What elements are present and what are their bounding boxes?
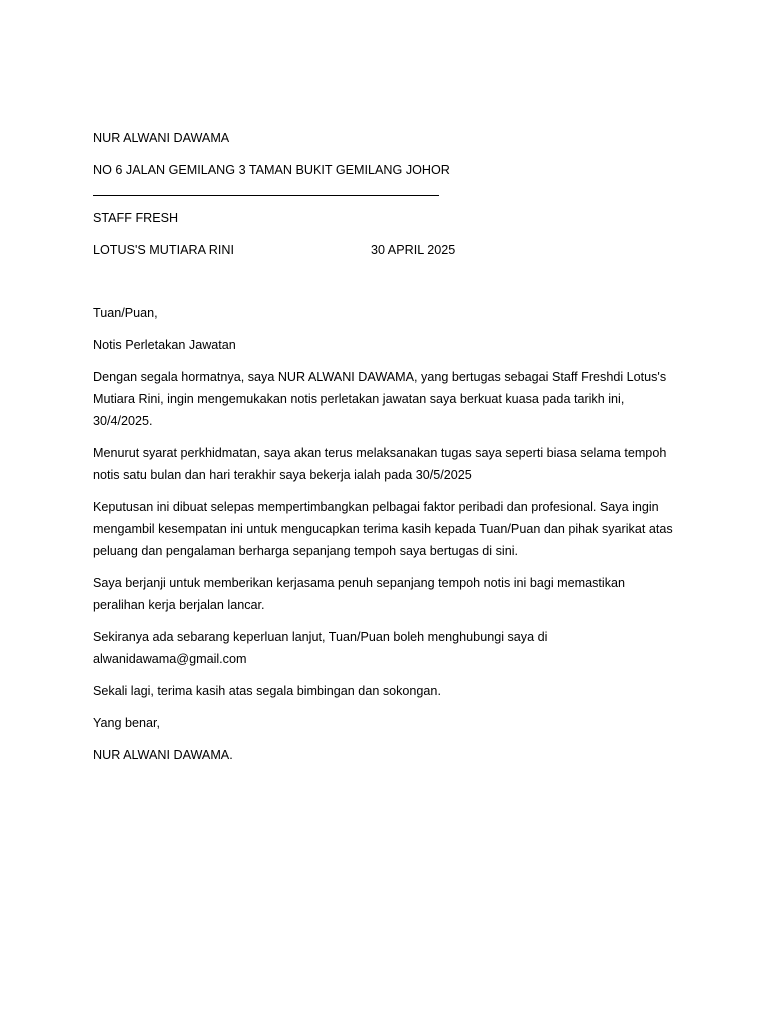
sender-address: NO 6 JALAN GEMILANG 3 TAMAN BUKIT GEMILANG JOHOR [93,163,450,177]
sender-name: NUR ALWANI DAWAMA [93,131,230,145]
letter-date: 30 APRIL 2025 [371,243,456,257]
paragraph-commitment: Saya berjanji untuk memberikan kerjasama penuh sepanjang tempoh notis ini bagi memastikan peralihan kerja berjalan lancar. [93,576,626,612]
subject-line: Notis Perletakan Jawatan [93,338,236,352]
letter-body [93,127,678,766]
recipient-title: STAFF FRESH [93,211,179,225]
recipient-company: LOTUS'S MUTIARA RINI [93,243,234,257]
paragraph-reason: Keputusan ini dibuat selepas mempertimbangkan pelbagai faktor peribadi dan profesional. Saya ingin mengambil kesempatan ini untuk mengucapkan terima kasih kepada Tuan/Puan dan pihak syarikat atas peluang dan pengalaman berharga sepanjang tempoh saya bertugas di sini. [93,500,673,558]
signature-name: NUR ALWANI DAWAMA. [93,748,233,762]
salutation: Tuan/Puan, [93,306,158,320]
paragraph-intro: Dengan segala hormatnya, saya NUR ALWANI DAWAMA, yang bertugas sebagai Staff Freshdi Lotus's Mutiara Rini, ingin mengemukakan notis perletakan jawatan saya berkuat kuasa pada tarikh ini, 30/4/2025. [93,370,667,428]
closing: Yang benar, [93,716,160,730]
paragraph-notice-period: Menurut syarat perkhidmatan, saya akan terus melaksanakan tugas saya seperti biasa selama tempoh notis satu bulan dan hari terakhir saya bekerja ialah pada 30/5/2025 [93,446,667,482]
separator-line [93,195,439,196]
paragraph-thanks: Sekali lagi, terima kasih atas segala bimbingan dan sokongan. [93,684,441,698]
recipient-date-row [93,239,678,261]
paragraph-contact: Sekiranya ada sebarang keperluan lanjut, Tuan/Puan boleh menghubungi saya di alwanidawama@gmail.com [93,630,548,666]
